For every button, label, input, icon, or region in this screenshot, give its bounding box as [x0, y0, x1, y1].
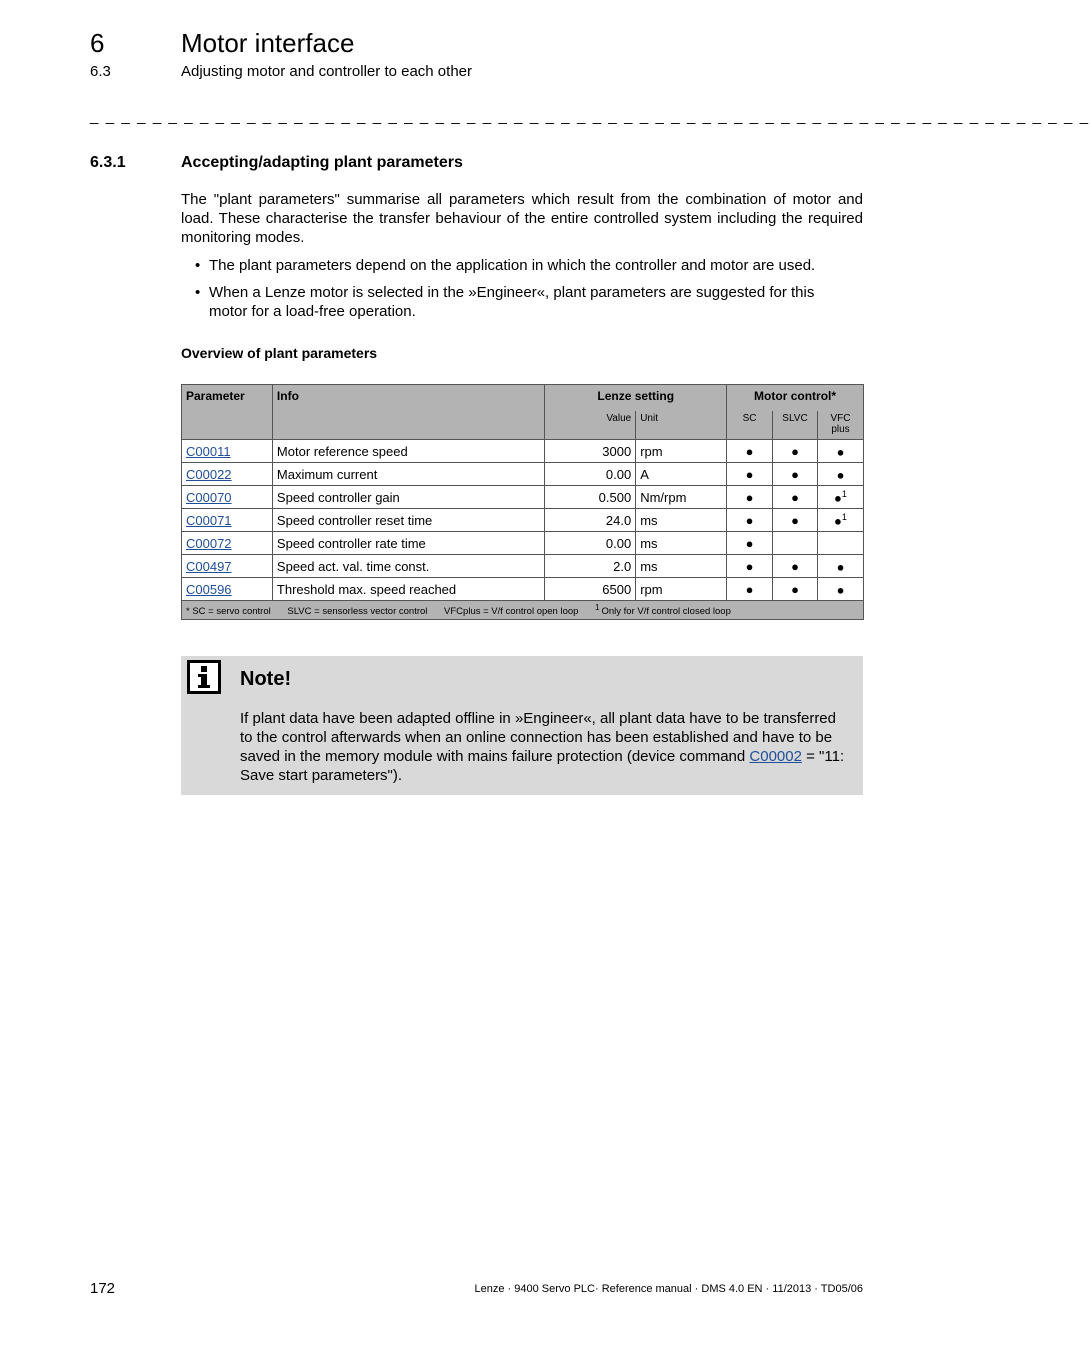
bullet-mark: •	[195, 284, 201, 301]
header-lenze-setting: Lenze setting	[545, 385, 727, 412]
vfc-mark	[817, 532, 863, 555]
value-cell: 6500	[545, 578, 636, 601]
slvc-mark: ●	[773, 555, 818, 578]
unit-cell: A	[636, 463, 727, 486]
overview-heading: Overview of plant parameters	[181, 345, 378, 361]
vfc-mark: ●	[817, 440, 863, 463]
table-row	[182, 578, 864, 601]
header-vfc-plus	[817, 411, 863, 440]
slvc-mark: ●	[773, 509, 818, 532]
slvc-mark	[773, 532, 818, 555]
header-info: Info	[272, 385, 544, 412]
vfc-mark: ●$^1$	[817, 509, 863, 532]
page-number: 172	[90, 1280, 116, 1297]
header-vfc-line2: plus	[831, 424, 850, 435]
value-cell: 24.0	[545, 509, 636, 532]
parameter-link[interactable]: C00011	[186, 443, 231, 459]
slvc-mark: ●	[773, 578, 818, 601]
table-row	[182, 509, 864, 532]
table-row	[182, 532, 864, 555]
header-value: Value	[545, 411, 636, 440]
vfc-mark: ●	[817, 578, 863, 601]
table-row	[182, 440, 864, 463]
sc-mark: ●	[727, 463, 773, 486]
slvc-mark: ●	[773, 463, 818, 486]
subsection-title: Accepting/adapting plant parameters	[181, 154, 463, 171]
unit-cell: ms	[636, 509, 727, 532]
info-cell: Threshold max. speed reached	[272, 578, 544, 601]
footnote-sup: 1	[595, 602, 600, 612]
header-parameter: Parameter	[182, 385, 273, 412]
value-cell: 0.500	[545, 486, 636, 509]
value-cell: 0.00	[545, 532, 636, 555]
sc-mark: ●	[727, 486, 773, 509]
vfc-mark: ●$^1$	[817, 486, 863, 509]
chapter-title: Motor interface	[181, 28, 355, 58]
note-text: If plant data have been adapted offline in »Engineer«, all plant data have to be transferred to the control afterwards when an online connection has been established and have to be saved in the memory module with mains failure protection (device command C00002 = "11: Save start parameters").	[240, 710, 845, 784]
plant-parameters-table	[181, 384, 864, 620]
bullet-text: The plant parameters depend on the application in which the controller and motor are used.	[209, 257, 816, 274]
info-cell: Speed act. val. time const.	[272, 555, 544, 578]
section-number: 6.3	[90, 63, 111, 80]
note-parameter-link[interactable]: C00002	[749, 748, 802, 765]
bullet-text: When a Lenze motor is selected in the »Engineer«, plant parameters are suggested for this motor for a load-free operation.	[209, 284, 815, 320]
unit-cell: rpm	[636, 440, 727, 463]
header-unit: Unit	[636, 411, 727, 440]
info-cell: Motor reference speed	[272, 440, 544, 463]
parameter-link[interactable]: C00070	[186, 489, 232, 505]
vfc-mark: ●	[817, 555, 863, 578]
value-cell: 3000	[545, 440, 636, 463]
footnote-sc: * SC = servo control	[186, 606, 271, 618]
parameter-link[interactable]: C00596	[186, 581, 232, 597]
parameter-link[interactable]: C00071	[186, 512, 232, 528]
table-row	[182, 555, 864, 578]
vfc-mark: ●	[817, 463, 863, 486]
sc-mark: ●	[727, 555, 773, 578]
header-motor-control: Motor control*	[727, 385, 864, 412]
footer-reference: Lenze · 9400 Servo PLC· Reference manual · DMS 4.0 EN · 11/2013 · TD05/06	[474, 1283, 863, 1295]
table-row	[182, 463, 864, 486]
info-cell: Maximum current	[272, 463, 544, 486]
footnote-slvc: SLVC = sensorless vector control	[287, 606, 428, 618]
dashed-divider: _ _ _ _ _ _ _ _ _ _ _ _ _ _ _ _ _ _ _ _ _ _ _ _ _ _ _ _ _ _ _ _ _ _ _ _ _ _ _ _ _ _ _ _ _ _ _ _ _ _ _ _ _ _ _ _ _ _ _ _ _ _ _ _	[90, 108, 1090, 125]
info-cell: Speed controller gain	[272, 486, 544, 509]
value-cell: 2.0	[545, 555, 636, 578]
sc-mark: ●	[727, 532, 773, 555]
slvc-mark: ●	[773, 486, 818, 509]
unit-cell: ms	[636, 532, 727, 555]
sc-mark: ●	[727, 440, 773, 463]
note-title: Note!	[240, 668, 292, 690]
footnote-vfc: VFCplus = V/f control open loop	[444, 606, 579, 618]
slvc-mark: ●	[773, 440, 818, 463]
header-sc: SC	[727, 411, 773, 440]
parameter-link[interactable]: C00022	[186, 466, 232, 482]
sc-mark: ●	[727, 509, 773, 532]
footnote-closed-loop: Only for V/f control closed loop	[601, 606, 731, 618]
bullet-mark: •	[195, 257, 201, 274]
header-slvc: SLVC	[773, 411, 818, 440]
parameter-link[interactable]: C00497	[186, 558, 232, 574]
info-cell: Speed controller rate time	[272, 532, 544, 555]
table-footnote	[182, 601, 864, 620]
table-footnote-row	[182, 601, 864, 620]
parameter-link[interactable]: C00072	[186, 535, 232, 551]
sc-mark: ●	[727, 578, 773, 601]
unit-cell: rpm	[636, 578, 727, 601]
unit-cell: ms	[636, 555, 727, 578]
unit-cell: Nm/rpm	[636, 486, 727, 509]
header-vfc-line1: VFC	[830, 413, 851, 424]
section-title: Adjusting motor and controller to each other	[181, 63, 472, 80]
info-cell: Speed controller reset time	[272, 509, 544, 532]
info-icon	[187, 660, 221, 694]
table-row	[182, 486, 864, 509]
value-cell: 0.00	[545, 463, 636, 486]
subsection-number: 6.3.1	[90, 154, 126, 171]
chapter-number: 6	[90, 28, 105, 58]
intro-paragraph: The "plant parameters" summarise all parameters which result from the combination of motor and load. These characterise the transfer behaviour of the entire controlled system including the required monitoring modes.	[181, 191, 863, 246]
